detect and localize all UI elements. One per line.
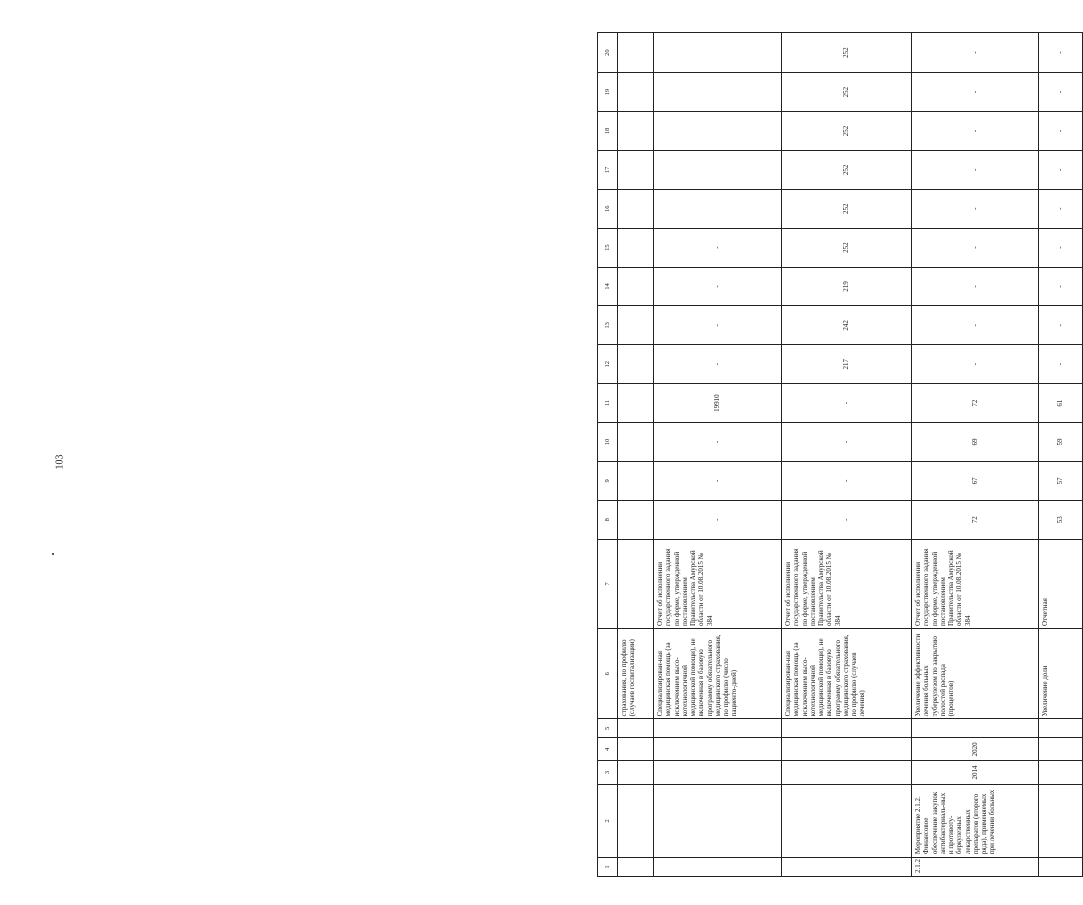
table-cell: - <box>654 267 782 306</box>
header-cell: 11 <box>598 384 618 423</box>
table-cell <box>1039 858 1083 877</box>
header-cell: 2 <box>598 784 618 858</box>
table-cell: 72 <box>912 500 1039 539</box>
table-cell: 252 <box>782 73 912 112</box>
header-cell: 17 <box>598 150 618 189</box>
table-cell <box>618 306 654 345</box>
table-cell <box>618 719 654 738</box>
scan-speck <box>52 553 54 555</box>
table-cell <box>654 719 782 738</box>
table-cell <box>618 267 654 306</box>
table-cell <box>618 738 654 761</box>
table-row <box>912 33 1039 877</box>
header-cell: 4 <box>598 738 618 761</box>
header-cell: 9 <box>598 461 618 500</box>
table-cell: 53 <box>1039 500 1083 539</box>
table-cell <box>1039 761 1083 784</box>
table-body <box>598 33 1083 877</box>
table-cell: - <box>912 345 1039 384</box>
table-cell: 252 <box>782 112 912 151</box>
table-cell: - <box>912 189 1039 228</box>
table-cell: - <box>1039 267 1083 306</box>
table-cell: Специализирован-ная медицинская помощь (за исключением высо-котехнологичной медицинской помощи), не включенная в базовую программу обязательного медицинского страхования, по профилю (случаев лечения) <box>782 629 912 719</box>
header-cell: 8 <box>598 500 618 539</box>
header-cell: 7 <box>598 539 618 628</box>
table-cell <box>654 738 782 761</box>
table-cell: - <box>912 73 1039 112</box>
table-cell: - <box>782 500 912 539</box>
table-cell: 219 <box>782 267 912 306</box>
table-cell: 2.1.2 <box>912 858 1039 877</box>
table-cell: 2014 <box>912 761 1039 784</box>
header-cell: 14 <box>598 267 618 306</box>
table-cell: - <box>654 228 782 267</box>
table-cell <box>618 858 654 877</box>
table-cell <box>912 719 1039 738</box>
table-cell <box>618 384 654 423</box>
table-cell: 59 <box>1039 423 1083 462</box>
table-cell <box>654 73 782 112</box>
table-cell <box>618 461 654 500</box>
table-cell <box>618 784 654 858</box>
table-cell: - <box>782 384 912 423</box>
table-cell: 72 <box>912 384 1039 423</box>
table-cell: - <box>1039 33 1083 73</box>
table-cell: - <box>1039 189 1083 228</box>
table-cell <box>654 112 782 151</box>
header-row <box>598 33 618 877</box>
table-cell: - <box>1039 306 1083 345</box>
table-cell: - <box>782 423 912 462</box>
table-cell <box>782 784 912 858</box>
table-cell: 252 <box>782 189 912 228</box>
header-cell: 10 <box>598 423 618 462</box>
table-cell: 2020 <box>912 738 1039 761</box>
table-cell: - <box>654 500 782 539</box>
table-cell: - <box>654 345 782 384</box>
table-cell: - <box>1039 73 1083 112</box>
header-cell: 3 <box>598 761 618 784</box>
header-cell: 19 <box>598 73 618 112</box>
table-cell: 67 <box>912 461 1039 500</box>
table-cell: 252 <box>782 33 912 73</box>
table-cell <box>618 500 654 539</box>
table-cell: - <box>654 461 782 500</box>
table-cell <box>654 33 782 73</box>
table-cell <box>654 761 782 784</box>
header-cell: 6 <box>598 629 618 719</box>
header-cell: 1 <box>598 858 618 877</box>
table-cell: страхования, по профилю (случаев госпитализации) <box>618 629 654 719</box>
header-cell: 20 <box>598 33 618 73</box>
table-cell: 252 <box>782 228 912 267</box>
table-cell: Отчет об исполнении государственного задания по форме, утвержденной постановлением Правительства Амурской области от 10.08.2015 № 384 <box>654 539 782 628</box>
table-cell: Отчетная <box>1039 539 1083 628</box>
table-cell: - <box>782 461 912 500</box>
table-cell: - <box>912 33 1039 73</box>
table-cell: - <box>912 267 1039 306</box>
table-cell: Отчет об исполнении государственного задания по форме, утвержденной постановлением Правительства Амурской области от 10.08.2015 № 384 <box>912 539 1039 628</box>
table-cell: - <box>654 306 782 345</box>
table-cell: 19910 <box>654 384 782 423</box>
table-cell <box>782 761 912 784</box>
header-cell: 18 <box>598 112 618 151</box>
table-cell: Мероприятие 2.1.2. Финансовое обеспечение закупок антибактериаль-ных и противоту-беркулезных лекарственных препаратов (второго ряда), применяемых при лечении больных <box>912 784 1039 858</box>
table-cell: 69 <box>912 423 1039 462</box>
header-cell: 16 <box>598 189 618 228</box>
header-cell: 15 <box>598 228 618 267</box>
table-cell <box>654 189 782 228</box>
table-cell <box>654 150 782 189</box>
table-cell <box>1039 719 1083 738</box>
table-cell: 242 <box>782 306 912 345</box>
header-cell: 5 <box>598 719 618 738</box>
header-cell: 12 <box>598 345 618 384</box>
table-cell <box>618 345 654 384</box>
table-cell <box>654 784 782 858</box>
table-cell: 57 <box>1039 461 1083 500</box>
header-cell: 13 <box>598 306 618 345</box>
table-cell <box>618 33 654 73</box>
table-row <box>1039 33 1083 877</box>
table-cell: - <box>912 112 1039 151</box>
table-cell: - <box>912 306 1039 345</box>
table-row <box>618 33 654 877</box>
table-cell <box>618 761 654 784</box>
table-cell <box>618 423 654 462</box>
table-cell <box>618 539 654 628</box>
data-table <box>597 32 1083 877</box>
table-cell <box>1039 784 1083 858</box>
table-cell: - <box>912 228 1039 267</box>
table-cell <box>1039 738 1083 761</box>
table-cell: - <box>1039 345 1083 384</box>
table-cell <box>654 858 782 877</box>
table-cell: 252 <box>782 150 912 189</box>
table-cell: - <box>1039 150 1083 189</box>
table-cell: - <box>912 150 1039 189</box>
table-cell: Увеличение эффективности лечения больных туберкулезом по закрытию полостей распада (процентов) <box>912 629 1039 719</box>
table-cell: - <box>1039 228 1083 267</box>
table-cell: 61 <box>1039 384 1083 423</box>
table-cell: - <box>1039 112 1083 151</box>
table-cell: - <box>654 423 782 462</box>
table-row <box>782 33 912 877</box>
table-cell <box>782 738 912 761</box>
table-cell: Отчет об исполнении государственного задания по форме, утвержденной постановлением Правительства Амурской области от 10.08.2015 № 384 <box>782 539 912 628</box>
page-number: 103 <box>54 454 66 470</box>
table-cell <box>782 858 912 877</box>
table-row <box>654 33 782 877</box>
table-cell <box>618 73 654 112</box>
table-cell <box>618 189 654 228</box>
table-cell: Специализирован-ная медицинская помощь (за исключением высо-котехнологичной медицинской помощи), не включенная в базовую программу обязательного медицинского страхования, по профилю (число пациенто-дней) <box>654 629 782 719</box>
table-cell <box>618 150 654 189</box>
table-cell: 217 <box>782 345 912 384</box>
table-cell <box>782 719 912 738</box>
rotated-table-wrapper <box>597 32 1082 877</box>
table-cell: Увеличение доли <box>1039 629 1083 719</box>
table-cell <box>618 112 654 151</box>
table-cell <box>618 228 654 267</box>
